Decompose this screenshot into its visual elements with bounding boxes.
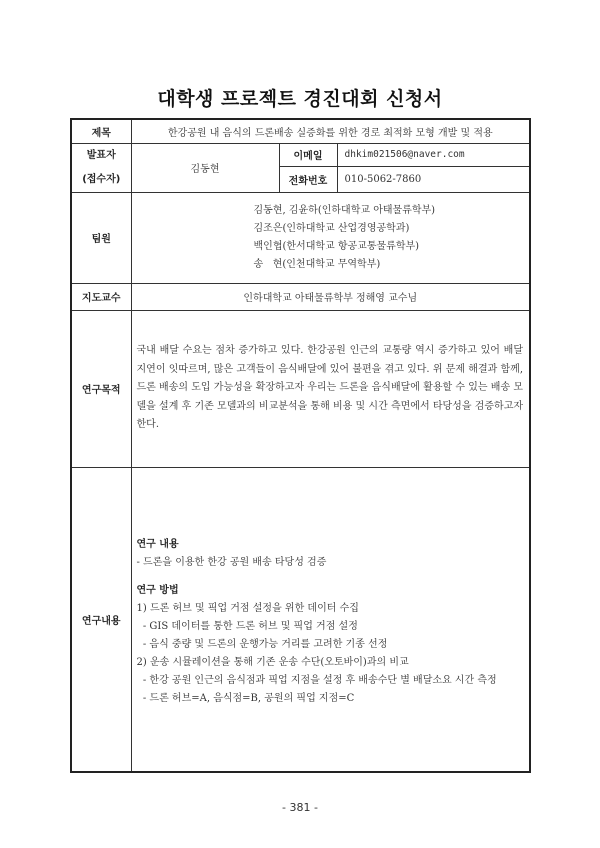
team-member: 김동현, 김윤하(인하대학교 아태물류학부) [253,204,436,216]
presenter-label [71,143,131,192]
method-line: - 한강 공원 인근의 음식점과 픽업 지점을 설정 후 배송수단 별 배달소요 시간 측정 [136,674,497,686]
presenter-row-1 [71,143,530,167]
team-row [71,192,530,283]
presenter-label-line2: (접수자) [82,173,121,185]
email-value: dhkim021506@naver.com [337,143,530,167]
team-member: 김조은(인하대학교 산업경영공학과) [253,222,410,234]
subject-value: 한강공원 내 음식의 드론배송 실증화를 위한 경로 최적화 모형 개발 및 적용 [131,119,530,143]
advisor-label: 지도교수 [71,283,131,310]
content-heading-2: 연구 방법 [136,584,179,596]
advisor-value: 인하대학교 아태물류학부 정해영 교수님 [131,283,530,310]
content-row [71,467,530,772]
email-label: 이메일 [279,143,337,167]
page-title: 대학생 프로젝트 경진대회 신청서 [157,88,443,110]
presenter-name: 김동현 [131,143,279,192]
content-item: - 드론을 이용한 한강 공원 배송 타당성 검증 [136,556,327,568]
team-label: 팀원 [71,192,131,283]
team-members [131,192,530,283]
purpose-text: 국내 배달 수요는 점차 증가하고 있다. 한강공원 인근의 교통량 역시 증가하고 있어 배달 지연이 잇따르며, 많은 고객들이 음식배달에 있어 불편을 겪고 있다. 위 문제 해결과 함께, 드론 배송의 도입 가능성을 확장하고자 우리는 드론을 음식배달에 활용할 수 있는 배송 모델을 설계 후 기존 모델과의 비교분석을 통해 비용 및 시간 측면에서 타당성을 검증하고자 한다. [131,310,530,467]
purpose-label: 연구목적 [71,310,131,467]
presenter-label-line1: 발표자 [86,149,116,161]
method-line: - 드론 허브=A, 음식점=B, 공원의 픽업 지점=C [136,692,355,704]
phone-value: 010-5062-7860 [337,167,530,192]
purpose-row [71,310,530,467]
subject-label: 제목 [71,119,131,143]
content-body [131,467,530,772]
content-heading-1: 연구 내용 [136,538,179,550]
team-member: 백인협(한서대학교 항공교통물류학부) [253,240,420,252]
method-line: 1) 드론 허브 및 픽업 거점 설정을 위한 데이터 수집 [136,602,359,614]
application-form [70,118,531,773]
method-line: - GIS 데이터를 통한 드론 허브 및 픽업 거점 설정 [136,620,358,632]
subject-row [71,119,530,143]
phone-label: 전화번호 [279,167,337,192]
method-line: - 음식 중량 및 드론의 운행가능 거리를 고려한 기종 선정 [136,638,388,650]
page-number: - 381 - [282,801,318,814]
content-label: 연구내용 [71,467,131,772]
advisor-row [71,283,530,310]
method-line: 2) 운송 시뮬레이션을 통해 기존 운송 수단(오토바이)과의 비교 [136,656,409,668]
team-member: 송 현(인천대학교 무역학부) [253,258,381,270]
